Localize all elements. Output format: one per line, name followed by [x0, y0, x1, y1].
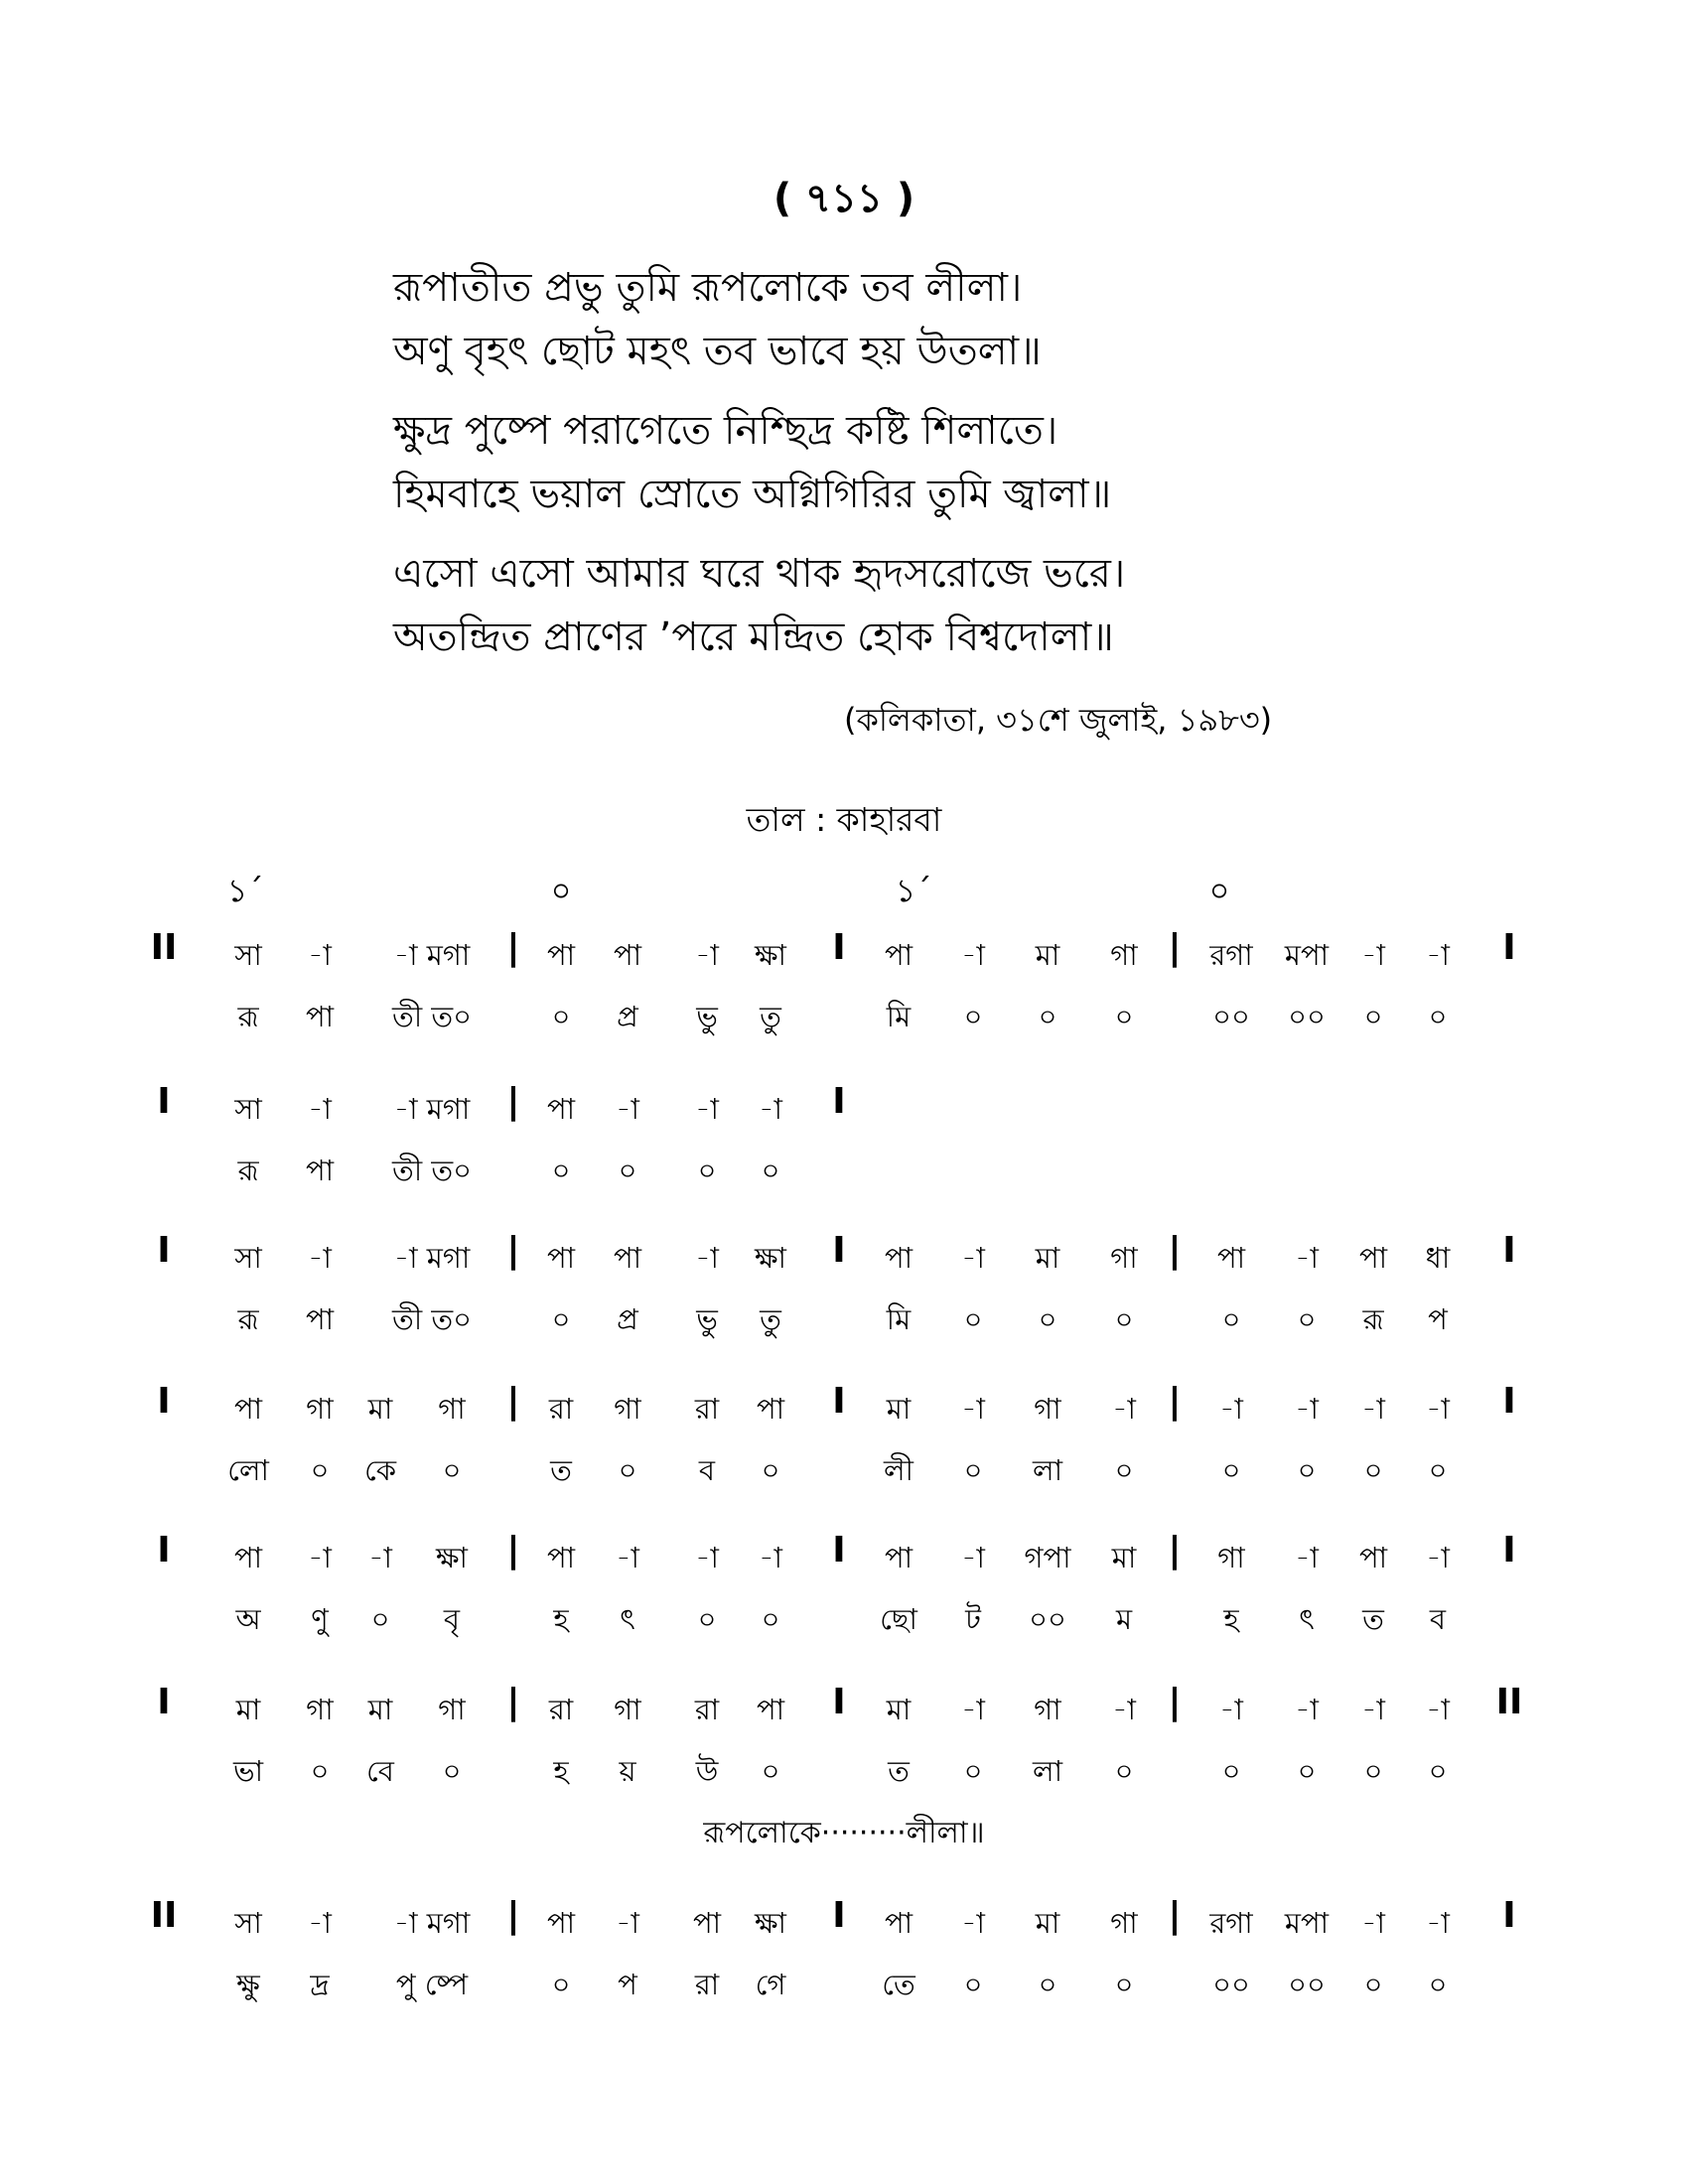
lyric-cell: ০: [1363, 1754, 1383, 1788]
lyric-cell: ০: [1428, 1754, 1448, 1788]
lyric-cell: ০: [618, 1154, 637, 1187]
lyric-cell: য়: [619, 1754, 636, 1788]
lyric-cell: ০: [1428, 1000, 1448, 1033]
note-cell: মা: [367, 1392, 393, 1426]
lyric-cell: অ: [235, 1602, 261, 1636]
lyric-cell: দ্র: [310, 1968, 330, 2001]
note-cell: পা: [613, 1241, 642, 1275]
note-cell: -া: [1426, 1392, 1450, 1426]
lyric-cell: পু ষ্পে: [395, 1968, 469, 2001]
lyric-cell: ০: [761, 1602, 780, 1636]
bar-separator: |: [1168, 927, 1182, 968]
lyric-cell: ট: [965, 1602, 981, 1636]
lyric-cell: হ: [553, 1602, 569, 1636]
lyric-cell: ০: [1114, 1968, 1134, 2001]
bar-separator: I: [832, 1530, 846, 1570]
note-cell: -া: [961, 1541, 985, 1574]
beat-mark: ১´: [895, 872, 932, 909]
note-cell: মা: [886, 1693, 912, 1726]
lyric-cell: ০০: [1029, 1602, 1066, 1636]
lyric-cell: ০: [370, 1602, 390, 1636]
bar-separator: I: [157, 1530, 171, 1570]
note-cell: -া মগা: [393, 1092, 471, 1126]
lyric-cell: গে: [755, 1968, 786, 2001]
lyric-cell: ছো: [880, 1602, 917, 1636]
note-cell: পা: [756, 1693, 785, 1726]
note-cell: পা: [884, 1541, 914, 1574]
lyric-cell: তী ত০: [392, 1154, 472, 1187]
note-cell: -া: [1426, 1693, 1450, 1726]
lyric-cell: লী: [884, 1453, 914, 1487]
lyric-cell: ০: [1038, 1968, 1057, 2001]
note-cell: রা: [548, 1392, 574, 1426]
poem-line-2: অণু বৃহৎ ছোট মহৎ তব ভাবে হয় উতলা॥: [393, 329, 1042, 374]
lyric-cell: রা: [694, 1968, 720, 2001]
poem-line-4: হিমবাহে ভয়াল স্রোতে অগ্নিগিরির তুমি জ্বালা॥: [393, 472, 1112, 517]
lyric-cell: ০: [1114, 1302, 1134, 1336]
lyric-cell: রূ: [237, 1154, 259, 1187]
bar-separator: I: [157, 1682, 171, 1722]
note-cell: রা: [694, 1392, 720, 1426]
lyric-cell: রূ: [1362, 1302, 1384, 1336]
poem-line-3: ক্ষুদ্র পুষ্পে পরাগেতে নিশ্ছিদ্র কষ্টি শিলাতে।: [393, 408, 1058, 454]
lyric-cell: লা: [1032, 1754, 1063, 1788]
lyric-cell: ০: [551, 1154, 571, 1187]
bar-separator: I: [1502, 1381, 1516, 1422]
bar-separator: |: [1168, 1230, 1182, 1271]
lyric-cell: প: [1428, 1302, 1448, 1336]
lyric-cell: প্র: [617, 1302, 638, 1336]
refrain-line: রূপলোকে·········লীলা॥: [703, 1816, 985, 1850]
lyric-cell: ০: [1114, 1754, 1134, 1788]
bar-separator: |: [506, 1381, 520, 1422]
lyric-cell: ০: [310, 1754, 330, 1788]
note-cell: -া: [961, 1693, 985, 1726]
note-cell: পা: [546, 1092, 576, 1126]
lyric-cell: ০০: [1212, 1968, 1250, 2001]
note-cell: -া: [961, 938, 985, 972]
note-cell: -া মগা: [393, 938, 471, 972]
note-cell: -া: [759, 1092, 782, 1126]
note-cell: রগা: [1209, 938, 1253, 972]
note-cell: রা: [548, 1693, 574, 1726]
lyric-cell: ব: [698, 1453, 716, 1487]
note-cell: রা: [694, 1693, 720, 1726]
note-cell: -া: [1219, 1392, 1243, 1426]
lyric-cell: ০: [1297, 1302, 1317, 1336]
note-cell: -া: [695, 1241, 719, 1275]
note-cell: পা: [1358, 1241, 1388, 1275]
bar-separator: I: [1502, 927, 1516, 968]
lyric-cell: ০: [1363, 1000, 1383, 1033]
note-cell: -া: [308, 938, 332, 972]
poem-line-6: অতন্দ্রিত প্রাণের ’পরে মন্দ্রিত হোক বিশ্বদোলা॥: [393, 614, 1114, 660]
bar-separator: I: [157, 1381, 171, 1422]
note-cell: গা: [306, 1392, 334, 1426]
lyric-cell: ০: [697, 1602, 717, 1636]
note-cell: -া: [616, 1541, 639, 1574]
note-cell: -া: [961, 1392, 985, 1426]
bar-separator: I: [832, 1682, 846, 1722]
lyric-cell: ক্ষু: [236, 1968, 260, 2001]
lyric-cell: ০: [963, 1754, 983, 1788]
note-cell: -া: [1426, 1906, 1450, 1940]
lyric-cell: পা: [305, 1154, 335, 1187]
note-cell: সা: [234, 1906, 262, 1940]
note-cell: -া: [1426, 938, 1450, 972]
note-cell: পা: [884, 938, 914, 972]
bar-separator: II: [150, 927, 178, 968]
beat-mark: ১´: [226, 872, 264, 909]
bar-separator: I: [1502, 1895, 1516, 1936]
lyric-cell: তী ত০: [392, 1000, 472, 1033]
bar-separator: |: [506, 927, 520, 968]
lyric-cell: বৃ: [443, 1602, 461, 1636]
lyric-cell: ০: [761, 1754, 780, 1788]
lyric-cell: ০: [1428, 1453, 1448, 1487]
lyric-cell: ০: [963, 1302, 983, 1336]
lyric-cell: ত: [550, 1453, 572, 1487]
note-cell: পা: [756, 1392, 785, 1426]
lyric-cell: ০: [1297, 1453, 1317, 1487]
beat-mark: ০: [1208, 872, 1230, 909]
note-cell: গা: [614, 1693, 641, 1726]
lyric-cell: ০: [697, 1154, 717, 1187]
note-cell: -া মগা: [393, 1241, 471, 1275]
lyric-cell: কে: [363, 1453, 397, 1487]
lyric-cell: ০: [1038, 1000, 1057, 1033]
lyric-cell: ০: [551, 1968, 571, 2001]
note-cell: -া: [308, 1906, 332, 1940]
note-cell: পা: [692, 1906, 722, 1940]
note-cell: গা: [1034, 1693, 1061, 1726]
note-cell: ক্ষা: [755, 938, 786, 972]
bar-separator: |: [1168, 1530, 1182, 1570]
bar-separator: I: [832, 1895, 846, 1936]
note-cell: -া: [1295, 1241, 1319, 1275]
note-cell: -া: [1295, 1541, 1319, 1574]
note-cell: গা: [1110, 938, 1138, 972]
lyric-cell: পা: [305, 1000, 335, 1033]
lyric-cell: ০: [1297, 1754, 1317, 1788]
beat-mark: ০: [550, 872, 572, 909]
note-cell: -া: [1361, 1906, 1385, 1940]
lyric-cell: ০: [963, 1968, 983, 2001]
lyric-cell: ০: [963, 1000, 983, 1033]
note-cell: -া: [695, 938, 719, 972]
lyric-cell: তী ত০: [392, 1302, 472, 1336]
note-cell: মপা: [1284, 1906, 1330, 1940]
bar-separator: |: [506, 1230, 520, 1271]
poem-line-5: এসো এসো আমার ঘরে থাক হৃদসরোজে ভরে।: [393, 551, 1126, 597]
lyric-cell: ০: [310, 1453, 330, 1487]
note-cell: মা: [1035, 1241, 1060, 1275]
note-cell: -া: [1295, 1392, 1319, 1426]
bar-separator: |: [1168, 1381, 1182, 1422]
lyric-cell: ণু: [311, 1602, 329, 1636]
lyric-cell: ০: [1221, 1754, 1241, 1788]
note-cell: -া: [308, 1541, 332, 1574]
lyric-cell: ব: [1429, 1602, 1447, 1636]
bar-separator: |: [506, 1530, 520, 1570]
note-cell: -া: [1295, 1693, 1319, 1726]
lyric-cell: রূ: [237, 1302, 259, 1336]
note-cell: পা: [546, 1906, 576, 1940]
note-cell: -া: [695, 1092, 719, 1126]
note-cell: -া: [616, 1906, 639, 1940]
poem-line-1: রূপাতীত প্রভু তুমি রূপলোকে তব লীলা।: [393, 265, 1023, 311]
lyric-cell: ০: [1114, 1453, 1134, 1487]
bar-separator: II: [150, 1895, 178, 1936]
lyric-cell: উ: [695, 1754, 719, 1788]
note-cell: পা: [884, 1906, 914, 1940]
note-cell: -া: [1361, 1392, 1385, 1426]
lyric-cell: ভু: [696, 1302, 718, 1336]
note-cell: মা: [1035, 1906, 1060, 1940]
bar-separator: I: [832, 1381, 846, 1422]
lyric-cell: হ: [553, 1754, 569, 1788]
note-cell: মা: [1111, 1541, 1137, 1574]
lyric-cell: ম: [1115, 1602, 1133, 1636]
tal-line: তাল : কাহারবা: [746, 800, 942, 839]
lyric-cell: প্র: [617, 1000, 638, 1033]
note-cell: গা: [1034, 1392, 1061, 1426]
note-cell: রগা: [1209, 1906, 1253, 1940]
lyric-cell: হ: [1223, 1602, 1239, 1636]
lyric-cell: ০০: [1288, 1000, 1326, 1033]
note-cell: গা: [438, 1693, 466, 1726]
note-cell: পা: [233, 1541, 263, 1574]
note-cell: -া: [1112, 1693, 1136, 1726]
bar-separator: I: [157, 1230, 171, 1271]
note-cell: পা: [546, 1241, 576, 1275]
lyric-cell: লো: [227, 1453, 269, 1487]
lyric-cell: ০: [618, 1453, 637, 1487]
note-cell: -া: [1219, 1693, 1243, 1726]
lyric-cell: ০: [761, 1453, 780, 1487]
note-cell: পা: [1358, 1541, 1388, 1574]
lyric-cell: ০: [1428, 1968, 1448, 2001]
note-cell: সা: [234, 1241, 262, 1275]
bar-separator: I: [832, 927, 846, 968]
note-cell: -া: [961, 1241, 985, 1275]
note-cell: গা: [1217, 1541, 1245, 1574]
bar-separator: II: [1495, 1682, 1523, 1722]
bar-separator: |: [1168, 1682, 1182, 1722]
lyric-cell: ০: [1114, 1000, 1134, 1033]
lyric-cell: তু: [760, 1000, 781, 1033]
note-cell: পা: [546, 938, 576, 972]
note-cell: মা: [886, 1392, 912, 1426]
note-cell: -া: [759, 1541, 782, 1574]
lyric-cell: ০: [1221, 1302, 1241, 1336]
note-cell: পা: [546, 1541, 576, 1574]
note-cell: ক্ষা: [436, 1541, 468, 1574]
lyric-cell: তু: [760, 1302, 781, 1336]
lyric-cell: মি: [886, 1000, 912, 1033]
note-cell: -া: [961, 1906, 985, 1940]
lyric-cell: ৎ: [1299, 1602, 1315, 1636]
note-cell: মা: [235, 1693, 261, 1726]
lyric-cell: তে: [882, 1968, 915, 2001]
bar-separator: I: [1502, 1230, 1516, 1271]
lyric-cell: ০: [551, 1302, 571, 1336]
bar-separator: |: [1168, 1895, 1182, 1936]
note-cell: পা: [884, 1241, 914, 1275]
date-line: (কলিকাতা, ৩১শে জুলাই, ১৯৮৩): [844, 701, 1273, 739]
lyric-cell: ০: [442, 1754, 462, 1788]
bar-separator: I: [832, 1230, 846, 1271]
note-cell: সা: [234, 1092, 262, 1126]
note-cell: -া মগা: [393, 1906, 471, 1940]
bar-separator: |: [506, 1081, 520, 1122]
lyric-cell: ০০: [1288, 1968, 1326, 2001]
note-cell: -া: [368, 1541, 392, 1574]
note-cell: মপা: [1284, 938, 1330, 972]
note-cell: গা: [1110, 1241, 1138, 1275]
note-cell: পা: [233, 1392, 263, 1426]
page-number: ( ৭১১ ): [773, 176, 915, 221]
lyric-cell: ০: [442, 1453, 462, 1487]
lyric-cell: প: [618, 1968, 637, 2001]
note-cell: মা: [1035, 938, 1060, 972]
lyric-cell: মি: [886, 1302, 912, 1336]
lyric-cell: ত: [1362, 1602, 1384, 1636]
lyric-cell: বে: [366, 1754, 394, 1788]
note-cell: -া: [308, 1092, 332, 1126]
lyric-cell: ০: [551, 1000, 571, 1033]
note-cell: -া: [1426, 1541, 1450, 1574]
lyric-cell: ০: [1363, 1453, 1383, 1487]
lyric-cell: ভা: [232, 1754, 264, 1788]
note-cell: -া: [1361, 1693, 1385, 1726]
lyric-cell: ৎ: [620, 1602, 635, 1636]
bar-separator: |: [506, 1895, 520, 1936]
note-cell: গা: [614, 1392, 641, 1426]
note-cell: গপা: [1024, 1541, 1071, 1574]
note-cell: -া: [1112, 1392, 1136, 1426]
note-cell: -া: [1361, 938, 1385, 972]
lyric-cell: পা: [305, 1302, 335, 1336]
note-cell: পা: [1216, 1241, 1246, 1275]
bar-separator: I: [832, 1081, 846, 1122]
note-cell: পা: [613, 938, 642, 972]
lyric-cell: লা: [1032, 1453, 1063, 1487]
note-cell: ধা: [1425, 1241, 1451, 1275]
lyric-cell: রূ: [237, 1000, 259, 1033]
note-cell: গা: [438, 1392, 466, 1426]
lyric-cell: ০০: [1212, 1000, 1250, 1033]
note-cell: -া: [695, 1541, 719, 1574]
lyric-cell: ভু: [696, 1000, 718, 1033]
note-cell: সা: [234, 938, 262, 972]
note-cell: গা: [306, 1693, 334, 1726]
note-cell: ক্ষা: [755, 1241, 786, 1275]
lyric-cell: ০: [963, 1453, 983, 1487]
bar-separator: I: [1502, 1530, 1516, 1570]
note-cell: ক্ষা: [755, 1906, 786, 1940]
bar-separator: I: [157, 1081, 171, 1122]
lyric-cell: ০: [761, 1154, 780, 1187]
lyric-cell: ০: [1038, 1302, 1057, 1336]
note-cell: গা: [1110, 1906, 1138, 1940]
note-cell: মা: [367, 1693, 393, 1726]
note-cell: -া: [308, 1241, 332, 1275]
lyric-cell: ০: [1221, 1453, 1241, 1487]
lyric-cell: ০: [1363, 1968, 1383, 2001]
bar-separator: |: [506, 1682, 520, 1722]
note-cell: -া: [616, 1092, 639, 1126]
lyric-cell: ত: [888, 1754, 910, 1788]
